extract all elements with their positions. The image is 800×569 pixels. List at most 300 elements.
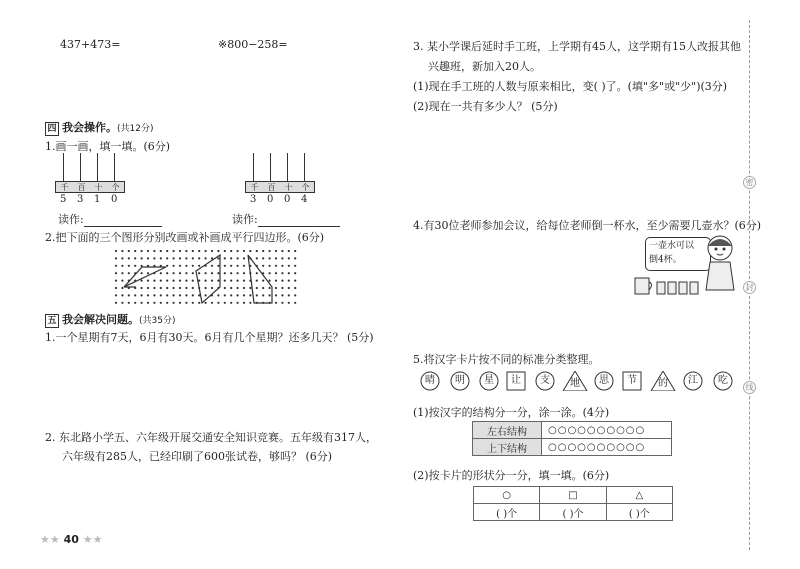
grid-dot (237, 302, 239, 304)
grid-dot (166, 272, 168, 274)
grid-dot (224, 294, 226, 296)
grid-dot (173, 257, 175, 259)
grid-dot (230, 272, 232, 274)
abacus-rod (253, 153, 254, 181)
abacus-2-digits (250, 194, 320, 205)
grid-dot (185, 272, 187, 274)
grid-dot (173, 250, 175, 252)
grid-dot (217, 294, 219, 296)
abacus-1 (55, 153, 127, 195)
circle-row[interactable]: ○○○○○○○○○○ (542, 422, 672, 439)
grid-dot (141, 272, 143, 274)
section-title: 我会操作。 (62, 121, 117, 134)
grid-dot (115, 257, 117, 259)
grid-dot (173, 280, 175, 282)
abacus-rod (63, 153, 64, 181)
grid-dot (205, 272, 207, 274)
grid-dot (217, 250, 219, 252)
digit: 4 (301, 194, 308, 205)
read-label: 读作: (58, 213, 84, 226)
table-row (474, 504, 673, 521)
question-5-1: 1.一个星期有7天，6月有30天。6月有几个星期？还多几天？ (5分) (45, 331, 374, 344)
card-triangle: 的 (650, 371, 676, 391)
grid-dot (281, 265, 283, 267)
binding-mark: 线 (743, 381, 756, 394)
count-blank[interactable]: ( )个 (540, 504, 606, 521)
count-blank[interactable]: ( )个 (474, 504, 540, 521)
grid-dot (179, 280, 181, 282)
grid-dot (166, 280, 168, 282)
place-label: 百 (267, 183, 276, 192)
grid-dot (198, 302, 200, 304)
grid-dot (211, 250, 213, 252)
grid-dot (166, 265, 168, 267)
grid-dot (179, 265, 181, 267)
grid-dot (160, 272, 162, 274)
grid-dot (275, 280, 277, 282)
grid-dot (134, 265, 136, 267)
abacus-2 (245, 153, 317, 195)
grid-dot (275, 302, 277, 304)
grid-dot (243, 280, 245, 282)
grid-dot (153, 280, 155, 282)
section-number: 四 (45, 122, 59, 136)
shape-1 (124, 267, 166, 287)
grid-dot (294, 294, 296, 296)
grid-dot (173, 272, 175, 274)
abacus-rod (80, 153, 81, 181)
shape-header-square: □ (540, 487, 606, 504)
grid-dot (153, 287, 155, 289)
card-square: 节 (622, 371, 642, 391)
digit: 0 (111, 194, 118, 205)
grid-dot (256, 272, 258, 274)
question-3-sub1: (1)现在手工班的人数与原来相比，变( )了。(填"多"或"少")(3分) (413, 80, 728, 93)
grid-dot (275, 287, 277, 289)
shape-header-circle: ○ (474, 487, 540, 504)
grid-dot (134, 302, 136, 304)
grid-dot (281, 257, 283, 259)
grid-dot (269, 265, 271, 267)
grid-dot (179, 250, 181, 252)
abacus-1-digits (60, 194, 130, 205)
grid-dot (224, 272, 226, 274)
grid-dot (262, 250, 264, 252)
row-label: 上下结构 (473, 439, 542, 456)
grid-dot (230, 302, 232, 304)
grid-dot (237, 265, 239, 267)
digit: 0 (284, 194, 291, 205)
calc-item-1: 437+473= (60, 38, 121, 51)
grid-dot (262, 287, 264, 289)
grid-dot (224, 302, 226, 304)
grid-dot (288, 287, 290, 289)
grid-dot (281, 280, 283, 282)
grid-dot (166, 257, 168, 259)
card-circle: 江 (683, 371, 703, 391)
grid-dot (147, 250, 149, 252)
grid-dot (179, 294, 181, 296)
grid-dot (217, 280, 219, 282)
grid-dot (211, 265, 213, 267)
grid-dot (211, 280, 213, 282)
grid-dot (128, 250, 130, 252)
grid-dot (205, 287, 207, 289)
place-label: 个 (301, 183, 310, 192)
card-circle: 星 (479, 371, 499, 391)
grid-dot (288, 272, 290, 274)
table-row (473, 422, 672, 439)
grid-dot (198, 250, 200, 252)
kettle-and-cups (633, 272, 699, 296)
grid-dot (224, 250, 226, 252)
grid-dot (288, 280, 290, 282)
section-number: 五 (45, 314, 59, 328)
place-label: 个 (111, 183, 120, 192)
grid-dot (243, 272, 245, 274)
row-label: 左右结构 (473, 422, 542, 439)
grid-dot (262, 280, 264, 282)
digit: 3 (250, 194, 257, 205)
card-circle: 支 (535, 371, 555, 391)
grid-dot (179, 272, 181, 274)
abacus-rod (97, 153, 98, 181)
grid-dot (211, 272, 213, 274)
page-number-value: 40 (63, 533, 79, 546)
grid-dot (269, 280, 271, 282)
grid-dot (224, 280, 226, 282)
grid-dot (256, 280, 258, 282)
grid-dot (249, 287, 251, 289)
grid-dot (275, 257, 277, 259)
question-3-sub2: (2)现在一共有多少人？ (5分) (413, 100, 558, 113)
abacus-rod (114, 153, 115, 181)
grid-dot (237, 280, 239, 282)
grid-dot (173, 302, 175, 304)
grid-dot (166, 302, 168, 304)
grid-dot (115, 265, 117, 267)
grid-dot (121, 280, 123, 282)
grid-dot (217, 272, 219, 274)
grid-dot (115, 250, 117, 252)
grid-dot (121, 302, 123, 304)
grid-dot (288, 265, 290, 267)
question-5-2-line2: 六年级有285人，已经印刷了600张试卷，够吗？ (6分) (62, 450, 333, 463)
grid-dot (256, 287, 258, 289)
question-5-sub1: (1)按汉字的结构分一分，涂一涂。(4分) (413, 406, 610, 419)
grid-dot (147, 287, 149, 289)
grid-dot (288, 257, 290, 259)
shape-3 (248, 255, 272, 303)
grid-dot (185, 287, 187, 289)
grid-dot (256, 257, 258, 259)
grid-dot (192, 257, 194, 259)
place-label: 百 (77, 183, 86, 192)
grid-dot (230, 280, 232, 282)
grid-dot (185, 257, 187, 259)
grid-dot (249, 294, 251, 296)
grid-dot (192, 280, 194, 282)
bubble-text: 一壶水可以 (649, 241, 695, 251)
grid-dot (160, 257, 162, 259)
circle-row[interactable]: ○○○○○○○○○○ (542, 439, 672, 456)
question-5-sub2: (2)按卡片的形状分一分，填一填。(6分) (413, 469, 610, 482)
grid-dot (166, 250, 168, 252)
grid-dot (294, 250, 296, 252)
grid-dot (224, 257, 226, 259)
grid-dot (294, 272, 296, 274)
grid-dot (281, 294, 283, 296)
grid-dot (243, 294, 245, 296)
grid-dot (205, 302, 207, 304)
grid-dot (237, 272, 239, 274)
grid-dot (173, 287, 175, 289)
grid-dot (166, 287, 168, 289)
grid-dot (160, 287, 162, 289)
grid-dot (121, 294, 123, 296)
abacus-rod (287, 153, 288, 181)
grid-dot (256, 294, 258, 296)
grid-dot (269, 250, 271, 252)
card-triangle: 地 (562, 371, 588, 391)
grid-dot (275, 250, 277, 252)
grid-dot (237, 287, 239, 289)
card-square: 让 (506, 371, 526, 391)
grid-dot (262, 294, 264, 296)
grid-dot (243, 302, 245, 304)
grid-dot (153, 250, 155, 252)
grid-dot (230, 250, 232, 252)
grid-dot (134, 257, 136, 259)
grid-dot (275, 272, 277, 274)
grid-dot (121, 250, 123, 252)
grid-dot (192, 250, 194, 252)
grid-dot (128, 294, 130, 296)
grid-dot (243, 250, 245, 252)
grid-dot (275, 265, 277, 267)
read-line-2[interactable] (232, 211, 340, 227)
grid-dot (134, 250, 136, 252)
question-3-line1: 3. 某小学课后延时手工班，上学期有45人，这学期有15人改报其他 (413, 40, 741, 53)
grid-dot (141, 302, 143, 304)
section-4-heading (45, 119, 153, 136)
grid-dot (243, 287, 245, 289)
grid-dot (192, 265, 194, 267)
grid-dot (185, 294, 187, 296)
grid-dot (262, 265, 264, 267)
question-5-2-line1: 2. 东北路小学五、六年级开展交通安全知识竞赛。五年级有317人， (45, 431, 377, 444)
grid-dot (249, 250, 251, 252)
grid-dot (224, 265, 226, 267)
place-label: 十 (94, 183, 103, 192)
grid-dot (153, 257, 155, 259)
grid-dot (160, 302, 162, 304)
grid-dot (147, 272, 149, 274)
grid-dot (121, 287, 123, 289)
digit: 1 (94, 194, 101, 205)
card-circle: 明 (450, 371, 470, 391)
grid-dot (243, 257, 245, 259)
structure-table (472, 421, 672, 456)
grid-dot (205, 294, 207, 296)
grid-dot (115, 280, 117, 282)
grid-dot (249, 302, 251, 304)
digit: 5 (60, 194, 67, 205)
grid-dot (237, 294, 239, 296)
grid-dot (224, 287, 226, 289)
grid-dot (294, 302, 296, 304)
card-circle: 吃 (713, 371, 733, 391)
place-label: 十 (284, 183, 293, 192)
abacus-base (245, 181, 315, 193)
grid-dot (166, 294, 168, 296)
grid-dot (211, 287, 213, 289)
grid-dot (160, 294, 162, 296)
grid-dot (115, 287, 117, 289)
question-4-1: 1.画一画，填一填。(6分) (45, 140, 171, 153)
bubble-text: 倒4杯。 (649, 255, 682, 265)
binding-mark: 密 (743, 176, 756, 189)
grid-dot (256, 250, 258, 252)
grid-dot (192, 272, 194, 274)
grid-dot (281, 302, 283, 304)
grid-dot (141, 280, 143, 282)
abacus-rod (270, 153, 271, 181)
grid-dot (121, 272, 123, 274)
question-4-2: 2.把下面的三个图形分别改画或补画成平行四边形。(6分) (45, 231, 325, 244)
grid-dot (230, 294, 232, 296)
grid-dot (230, 287, 232, 289)
grid-dot (269, 257, 271, 259)
grid-dot (237, 250, 239, 252)
grid-dot (141, 294, 143, 296)
grid-dot (269, 287, 271, 289)
grid-dot (288, 294, 290, 296)
grid-dot (211, 302, 213, 304)
grid-dot (281, 272, 283, 274)
grid-dot (153, 294, 155, 296)
digit: 3 (77, 194, 84, 205)
section-score: (共35分) (139, 316, 176, 326)
grid-dot (294, 280, 296, 282)
grid-dot (115, 294, 117, 296)
abacus-rod (304, 153, 305, 181)
card-circle: 思 (594, 371, 614, 391)
grid-dot (128, 257, 130, 259)
grid-dot (185, 302, 187, 304)
count-blank[interactable]: ( )个 (606, 504, 672, 521)
grid-dot (275, 294, 277, 296)
grid-dot (115, 272, 117, 274)
read-label: 读作: (232, 213, 258, 226)
grid-dot (153, 302, 155, 304)
place-label: 千 (250, 183, 259, 192)
grid-dot (205, 280, 207, 282)
grid-dot (243, 265, 245, 267)
grid-dot (269, 272, 271, 274)
section-score: (共12分) (117, 124, 154, 134)
grid-dot (269, 294, 271, 296)
binding-mark: 封 (743, 281, 756, 294)
grid-dot (205, 250, 207, 252)
grid-dot (185, 250, 187, 252)
place-label: 千 (60, 183, 69, 192)
table-row (473, 439, 672, 456)
grid-dot (217, 257, 219, 259)
grid-dot (128, 265, 130, 267)
grid-dot (141, 250, 143, 252)
grid-dot (141, 287, 143, 289)
table-row (474, 487, 673, 504)
grid-dot (185, 280, 187, 282)
shape-header-triangle: △ (606, 487, 672, 504)
grid-dot (198, 257, 200, 259)
grid-dot (115, 302, 117, 304)
grid-dot (262, 257, 264, 259)
grid-dot (141, 257, 143, 259)
page-number: ★★ 40 ★★ (40, 533, 103, 546)
grid-dot (173, 294, 175, 296)
grid-dot (205, 257, 207, 259)
read-line-1[interactable] (58, 211, 162, 227)
grid-dot (128, 302, 130, 304)
digit: 0 (267, 194, 274, 205)
grid-dot (147, 257, 149, 259)
grid-dot (288, 250, 290, 252)
section-title: 我会解决问题。 (62, 313, 139, 326)
grid-dot (288, 302, 290, 304)
grid-dot (281, 287, 283, 289)
grid-dot (217, 302, 219, 304)
grid-dot (173, 265, 175, 267)
question-3-line2: 兴趣班，新加入20人。 (428, 60, 541, 73)
grid-dot (192, 294, 194, 296)
grid-dot (134, 294, 136, 296)
section-5-heading (45, 311, 175, 328)
grid-dot (237, 257, 239, 259)
grid-dot (294, 265, 296, 267)
grid-dot (294, 287, 296, 289)
grid-dot (128, 272, 130, 274)
grid-dot (185, 265, 187, 267)
grid-dot (121, 257, 123, 259)
girl-illustration (700, 232, 740, 292)
grid-dot (294, 257, 296, 259)
grid-dot (179, 302, 181, 304)
grid-dot (147, 280, 149, 282)
grid-dot (160, 280, 162, 282)
grid-dot (198, 265, 200, 267)
grid-dot (217, 265, 219, 267)
question-5: 5.将汉字卡片按不同的标准分类整理。 (413, 353, 600, 366)
calc-item-2: ※800−258= (218, 38, 288, 51)
grid-dot (179, 257, 181, 259)
grid-dot (192, 302, 194, 304)
grid-dot (121, 265, 123, 267)
grid-dot (147, 294, 149, 296)
grid-dot (147, 302, 149, 304)
question-4: 4.有30位老师参加会议，给每位老师倒一杯水，至少需要几壶水？(6分) (413, 219, 762, 232)
grid-dot (230, 265, 232, 267)
grid-dot (160, 250, 162, 252)
shape-table (473, 486, 673, 521)
grid-dot (281, 250, 283, 252)
grid-dot (179, 287, 181, 289)
dot-grid[interactable] (112, 247, 302, 307)
grid-dot (198, 272, 200, 274)
grid-dot (192, 287, 194, 289)
abacus-base (55, 181, 125, 193)
